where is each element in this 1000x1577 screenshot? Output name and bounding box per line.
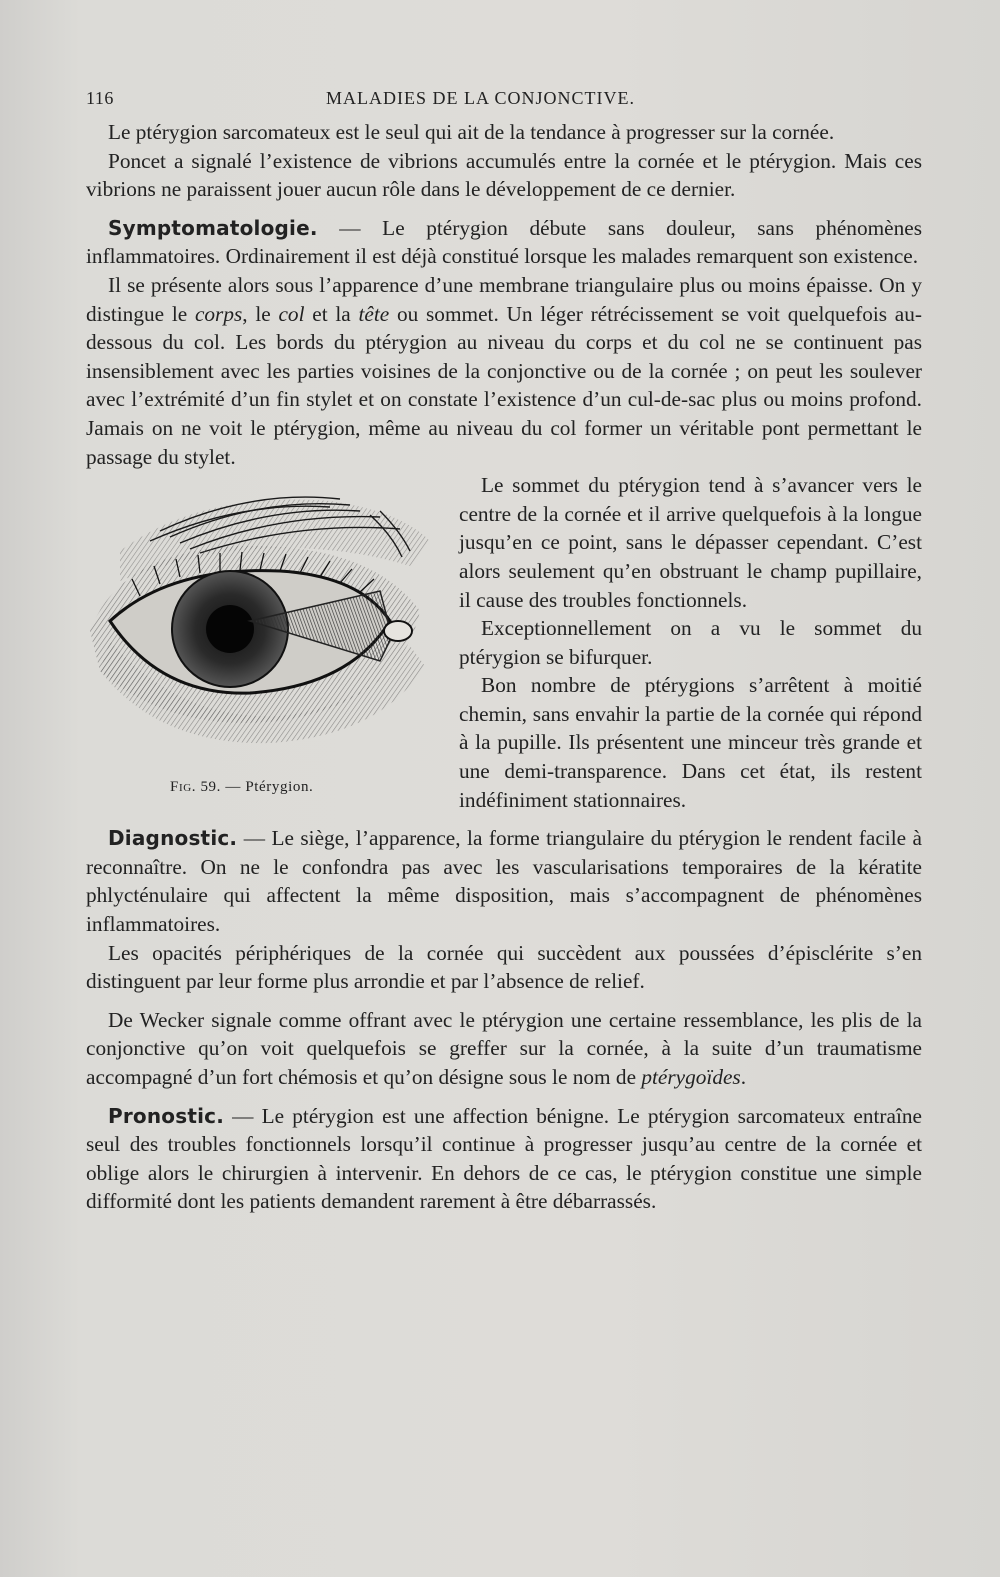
section-heading-diagnostic: Diagnostic. — [108, 826, 238, 851]
section-heading-pronostic: Pronostic. — [108, 1103, 225, 1128]
paragraph: Exceptionnellement on a vu le sommet du ptérygion se bifurquer. — [459, 616, 922, 669]
figure-caption — [170, 773, 313, 802]
paragraph: Bon nombre de ptérygions s’arrêtent à moitié chemin, sans envahir la partie de la cornée qui répond à la pupille. Ils présentent une minceur très grande et une demi-transparence. Dans cet état, ils restent indéfiniment stationnaires. — [459, 673, 922, 812]
caption-number: 59. — [196, 779, 222, 796]
page-number: 116 — [86, 88, 114, 108]
paragraph-symptomatologie — [86, 214, 922, 271]
body-text — [86, 118, 922, 1216]
paragraph-text: — Le ptérygion est une affection bénigne. Le ptérygion sarcomateux entraîne seul des troubles fonctionnels lorsqu’il continue à progresser jusqu’au centre de la cornée et oblige alors le chirurgien à intervenir. En dehors de ce cas, le ptérygion constitue une simple difformité dont les patients demandent rarement à être débarrassés. — [86, 1103, 922, 1214]
section-heading-symptomatologie: Symptomatologie. — [108, 215, 318, 240]
page-header — [86, 88, 922, 116]
text-run: . — [740, 1065, 747, 1089]
paragraph-text: — Le ptérygion débute sans douleur, sans phénomènes inflammatoires. Ordinairement il est déjà constitué lorsque les malades remarquent son existence. — [86, 215, 922, 269]
eye-illustration — [80, 471, 455, 771]
paragraph: Poncet a signalé l’existence de vibrions accumulés entre la cornée et le ptérygion. Mais ces vibrions ne paraissent jouer aucun rôle dans le développement de ce dernier. — [86, 148, 922, 202]
paragraph — [86, 1006, 922, 1092]
paragraph-pronostic — [86, 1102, 922, 1216]
paragraph: Les opacités périphériques de la cornée qui succèdent aux poussées d’épisclérite s’en distinguent par leur forme plus arrondie et par l’absence de relief. — [86, 940, 922, 994]
paragraph-diagnostic — [86, 824, 922, 938]
term-col: col — [278, 301, 305, 326]
term-corps: corps — [194, 301, 243, 326]
paragraph-text: — Le siège, l’apparence, la forme triangulaire du ptérygion le rendent facile à reconnaître. On ne le confondra pas avec les vascularisations temporaires de la kératite phlycténulaire qui affectent la même disposition, mais s’accompagnent de phénomènes inflammatoires. — [86, 826, 922, 937]
paragraph: Le sommet du ptérygion tend à s’avancer vers le centre de la cornée et il arrive quelquefois à la longue jusqu’en ce point, sans le dépasser cependant. C’est alors seulement qu’en obstruant le champ pupillaire, il cause des troubles fonctionnels. — [459, 473, 922, 612]
term-pterygoides: ptérygoïdes — [641, 1065, 741, 1089]
paragraph: Le ptérygion sarcomateux est le seul qui ait de la tendance à progresser sur la cornée. — [108, 120, 835, 144]
text-run: et la — [304, 301, 359, 326]
term-tete: tête — [358, 301, 390, 326]
running-title: MALADIES DE LA CONJONCTIVE. — [326, 88, 635, 108]
text-run: De Wecker signale comme offrant avec le ptérygion une certaine ressemblance, les plis de la conjonctive qu’on voit quelquefois se greffer sur la cornée, à la suite d’un traumatisme accompagné d’un fort chémosis et qu’on désigne sous le nom de — [86, 1007, 922, 1089]
paragraph — [86, 271, 922, 471]
text-run: Il se présente alors sous l’apparence d’une membrane triangulaire plus ou moins épaisse. On y distingue le — [86, 272, 922, 326]
caption-label: Fig. — [170, 779, 197, 796]
figure-59 — [80, 471, 455, 811]
caption-text: — Ptérygion. — [221, 779, 314, 796]
text-run: , le — [242, 301, 279, 326]
text-run: ou sommet. Un léger rétrécissement se voit quelquefois au-dessous du col. Les bords du ptérygion au niveau du corps et du col ne se continuent pas insensiblement avec les parties voisines de la conjonctive ou de la cornée ; on peut les soulever avec l’extrémité d’un fin stylet et on constate l’existence d’un cul-de-sac plus ou moins profond. Jamais on ne voit le ptérygion, même au niveau du col former un véritable pont permettant le passage du stylet. — [86, 301, 923, 469]
